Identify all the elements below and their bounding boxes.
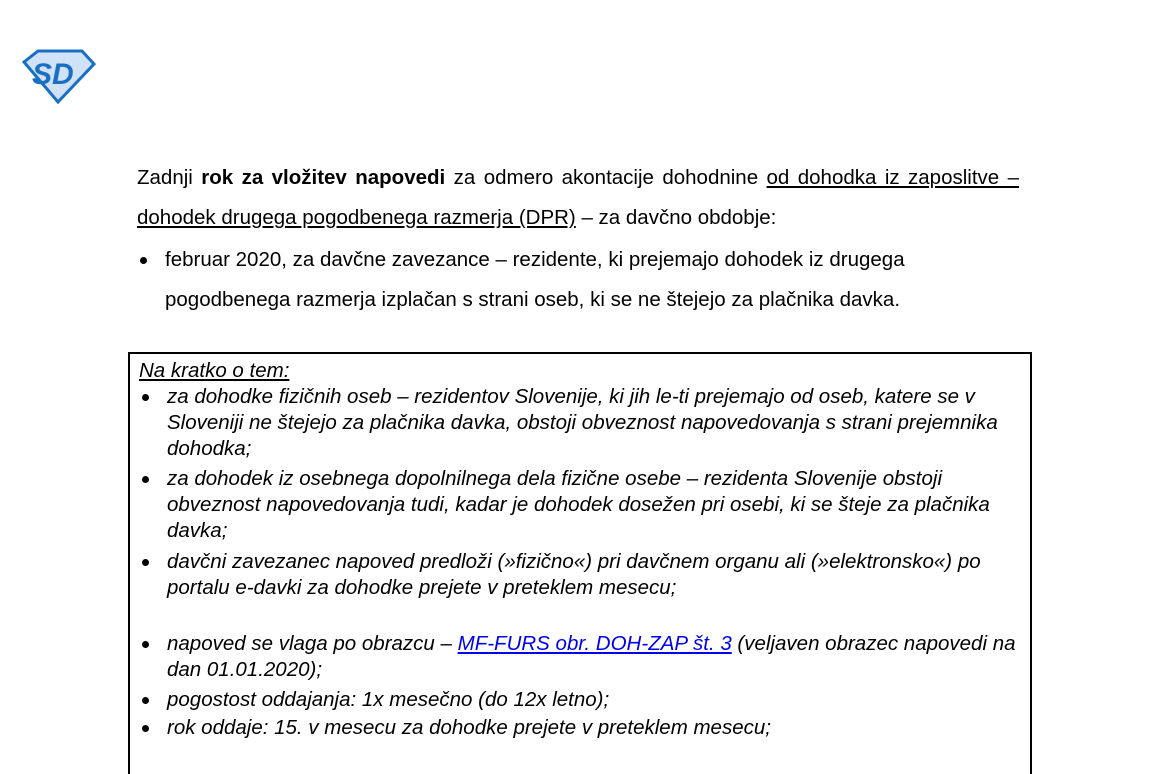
- list-item: [139, 549, 1019, 601]
- box-title: [139, 358, 1019, 384]
- intro-paragraph: [137, 158, 1019, 238]
- list-item: [139, 687, 1019, 713]
- summary-box: [128, 352, 1032, 774]
- company-logo: [22, 48, 96, 104]
- period-bullet: [137, 240, 1019, 320]
- text: – za davčno obdobje:: [575, 206, 777, 229]
- list-item: [139, 466, 1019, 544]
- list-item: [139, 384, 1019, 462]
- item-text: za dohodek iz osebnega dopolnilnega dela fizične osebe – rezidenta Slovenije obstoji obveznost napovedovanja tudi, kadar je dohodek dosežen pri osebi, ki se šteje za plačnika davka;: [167, 467, 990, 542]
- bullet-icon: [140, 257, 147, 264]
- text: napoved se vlaga po obrazcu –: [167, 632, 458, 655]
- form-link[interactable]: MF-FURS obr. DOH-ZAP št. 3: [457, 632, 732, 655]
- bullet-icon: [142, 559, 149, 566]
- list-item: [139, 715, 1019, 741]
- text: Zadnji: [137, 166, 202, 189]
- bullet-text: februar 2020, za davčne zavezance – rezidente, ki prejemajo dohodek iz drugega pogodbenega razmerja izplačan s strani oseb, ki se ne štejejo za plačnika davka.: [165, 248, 905, 311]
- list-item: [139, 631, 1019, 683]
- bold-text: rok za vložitev napovedi: [201, 166, 446, 189]
- bullet-icon: [142, 641, 149, 648]
- bullet-icon: [142, 697, 149, 704]
- item-text: rok oddaje: 15. v mesecu za dohodke prejete v preteklem mesecu;: [167, 716, 771, 739]
- item-text: davčni zavezanec napoved predloži (»fizično«) pri davčnem organu ali (»elektronsko«) po portalu e-davki za dohodke prejete v preteklem mesecu;: [167, 550, 981, 599]
- bullet-icon: [142, 476, 149, 483]
- bullet-icon: [142, 394, 149, 401]
- item-text: [167, 631, 1019, 683]
- text: za odmero akontacije dohodnine: [445, 166, 767, 189]
- svg-text:SD: SD: [32, 58, 74, 91]
- text: (veljaven obrazec napovedi na dan 01.01.2020);: [167, 632, 1016, 681]
- bullet-icon: [142, 725, 149, 732]
- underlined-text: od dohodka iz zaposlitve – dohodek drugega pogodbenega razmerja (DPR): [137, 166, 1020, 229]
- item-text: pogostost oddajanja: 1x mesečno (do 12x letno);: [167, 688, 610, 711]
- title-text: Na kratko o tem:: [139, 359, 290, 382]
- item-text: za dohodke fizičnih oseb – rezidentov Slovenije, ki jih le-ti prejemajo od oseb, katere se v Sloveniji ne štejejo za plačnika davka, obstoji obveznost napovedovanja s strani prejemnika dohodka;: [167, 385, 998, 460]
